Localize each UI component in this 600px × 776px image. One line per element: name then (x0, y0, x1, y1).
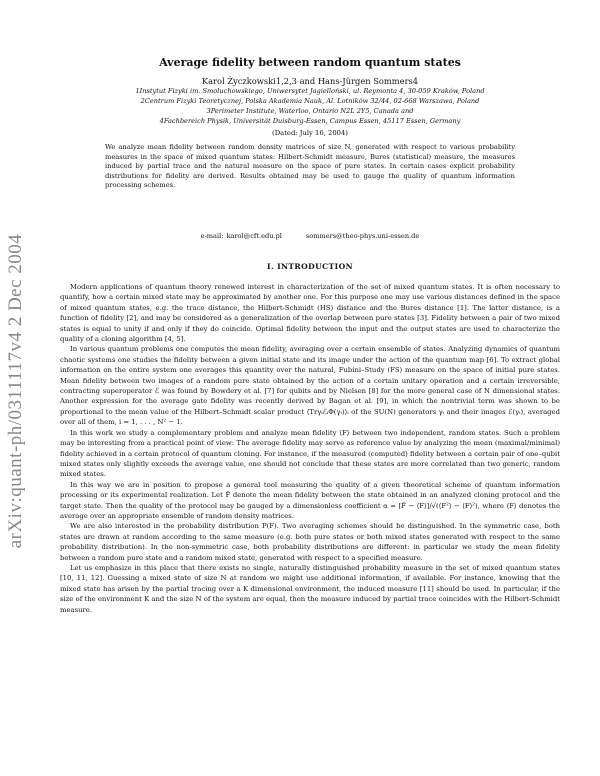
email-link-2[interactable]: sommers@theo-phys.uni-essen.de (305, 232, 420, 240)
paragraph-1: Modern applications of quantum theory renewed interest in characterization of the set of mixed quantum states. It is often necessary to quantify, how a certain mixed state may be approximated by another one. For this purpose one may use various distances defined in the space of mixed quantum states, e.g. the trace distance, the Hilbert-Schmidt (HS) distance and the Bures distance [1]. The latter distance, is a function of fidelity [2], and may be considered as a generalization of the overlap between pure states [3]. Fidelity between a pair of two mixed states is equal to unity if and only if they do coincide. Optimal fidelity between the input and the output states are used to characterize the quality of a cloning algorithm [4, 5]. (60, 283, 560, 344)
email-label: e-mail: (200, 232, 224, 240)
paragraph-3: In this work we study a complementary problem and analyze mean fidelity ⟨F⟩ between two independent, random states. Such a problem may be interesting from a practical point of view: The average fidelity may serve as reference value by analyzing the mean (maximal/minimal) fidelity achieved in a certain protocol of quantum cloning. For instance, if the measured (computed) fidelity between a certain pair of one–qubit mixed states only slightly exceeds the average value, one should not conclude that these states are more correlated than two generic, random mixed states. (60, 428, 560, 479)
authors: Karol Życzkowski1,2,3 and Hans-Jürgen Sommers4 (201, 76, 419, 86)
paragraph-4: In this way we are in position to propose a general tool measuring the quality of a given theoretical scheme of quantum information processing or its experimental realization. Let F̄ denote the mean fidelity between the state obtained in an analyzed cloning protocol and the target state. Then the quality of the protocol may be gauged by a dimensionless coefficient α = [F̄ − ⟨F⟩]/√(⟨F²⟩ − ⟨F⟩²), where ⟨F⟩ denotes the average over an appropriate ensemble of random density matrices. (60, 480, 560, 520)
paragraph-2: In various quantum problems one computes the mean fidelity, averaging over a certain ensemble of states. Analyzing dynamics of quantum chaotic systems one studies the fidelity between a given initial state and its image under the action of the quantum map [6]. To extract global information on the entire system one averages this quantity over the natural, Fubini–Study (FS) measure on the space of initial pure states. Mean fidelity between two images of a random pure state obtained by the action of a certain unitary operation and a certain irreversible, contracting superoperator ℰ was found by Bowdery et al. [7] for qubits and by Nielsen [8] for the more general case of N dimensional states. Another expression for the average gate fidelity was recently derived by Bagan et al. [9], in which the nontrivial term was shown to be proportional to the mean value of the Hilbert–Schmidt scalar product ⟨TrγᵢℰᵢΦ(γᵢ)⟩ᵢ of the SU(N) generators γᵢ and their images ℰ(γᵢ), averaged over all of them, i = 1, . . . , N² − 1. (60, 345, 560, 427)
dated-line: (Dated: July 16, 2004) (272, 129, 348, 137)
affiliation-3: 3Perimeter Institute, Waterloo, Ontario N2L 2Y5, Canada and (206, 107, 414, 115)
paper-title: Average fidelity between random quantum states (159, 56, 461, 69)
paragraph-5: We are also interested in the probability distribution P(F). Two averaging schemes should be distinguished. In the symmetric case, both states are drawn at random according to the same measure (e.g. both pure states or both mixed states generated with respect to the same probability distribution). In the non-symmetric case, both probability distributions are different: in particular we study the mean fidelity between a random pure state and a random mixed state, generated with respect to a specified measure. (60, 522, 560, 562)
section-heading: I. INTRODUCTION (267, 262, 353, 271)
abstract: We analyze mean fidelity between random density matrices of size N, generated with respect to various probability measures in the space of mixed quantum states: Hilbert-Schmidt measure, Bures (statistical) measure, the measures induced by partial trace and the natural measure on the space of pure states. In certain cases explicit probability distributions for fidelity are derived. Results obtained may be used to gauge the quality of quantum information processing schemes. (105, 143, 515, 190)
email-line (60, 232, 560, 240)
email-link-1[interactable]: karol@cft.edu.pl (226, 232, 282, 240)
affiliation-4: 4Fachbereich Physik, Universität Duisburg-Essen, Campus Essen, 45117 Essen, Germany (159, 117, 461, 125)
affiliation-1: 1Instytut Fizyki im. Smoluchowskiego, Uniwersytet Jagielloński, ul. Reymonta 4, 30-059 Kraków, Poland (135, 87, 485, 95)
paragraph-6: Let us emphasize in this place that there exists no single, naturally distinguished probability measure in the set of mixed quantum states [10, 11, 12]. Guessing a mixed state of size N at random we might use additional information, if available. For instance, knowing that the mixed state has arisen by the partial tracing over a K dimensional environment, the induced measure [11] should be used. In particular, if the size of the environment K and the size N of the system are equal, then the measure induced by partial trace coincides with the Hilbert-Schmidt measure. (60, 563, 560, 614)
body-text (60, 282, 560, 615)
arxiv-stamp: arXiv:quant-ph/0311117v4 2 Dec 2004 (5, 233, 26, 549)
affiliation-2: 2Centrum Fizyki Teoretycznej, Polska Akademia Nauk, Al. Lotników 32/44, 02-668 Warszawa, Poland (140, 97, 480, 105)
